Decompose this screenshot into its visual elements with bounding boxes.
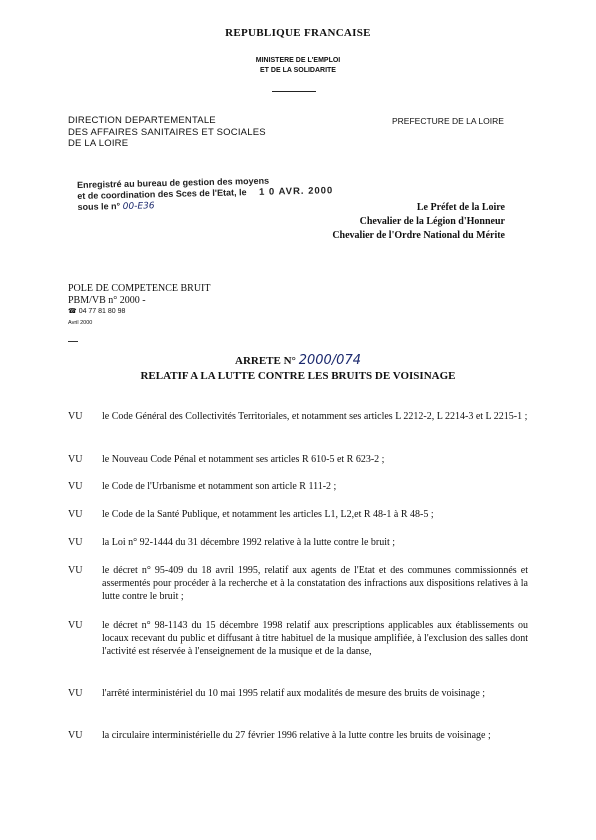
arrete-subtitle: RELATIF A LA LUTTE CONTRE LES BRUITS DE VOISINAGE: [140, 370, 456, 382]
ministry-line-1: MINISTERE DE L'EMPLOI: [255, 57, 341, 64]
prefect-block: [329, 201, 505, 243]
vu-text: l'arrêté interministériel du 10 mai 1995 relatif aux modalités de mesure des bruits de voisinage ;: [102, 688, 486, 699]
ministry-line-2: ET DE LA SOLIDARITE: [260, 66, 336, 74]
phone-icon: ☎: [68, 308, 77, 315]
vu-label: VU: [68, 565, 83, 576]
vu-text: le décret n° 95-409 du 18 avril 1995, relatif aux agents de l'Etat et des communes commissionnés et assermentés pour procéder à la recherche et à la constatation des infractions aux dispositions relatives à la lutte contre le bruit ;: [102, 565, 528, 603]
direction-block: [68, 115, 266, 150]
pole-reference: PBM/VB n° 2000 -: [68, 294, 146, 306]
vu-text: le Code Général des Collectivités Territoriales, et notamment ses articles L 2212-2, L 2214-3 et L 2215-1 ;: [102, 411, 528, 422]
direction-line-3: DE LA LOIRE: [68, 138, 129, 149]
vu-label: VU: [68, 411, 83, 422]
country-heading: REPUBLIQUE FRANCAISE: [225, 27, 371, 39]
vu-text: le Nouveau Code Pénal et notamment ses articles R 610-5 et R 623-2 ;: [102, 454, 385, 465]
arrete-prefix: ARRETE N°: [235, 355, 296, 367]
vu-clause: [68, 480, 528, 493]
arrete-title: [0, 353, 596, 384]
vu-clause: [68, 536, 528, 549]
stamp-line-1: Enregistré au bureau de gestion des moyens: [77, 175, 270, 190]
vu-clause: [68, 619, 528, 659]
vu-text: le Code de l'Urbanisme et notamment son article R 111-2 ;: [102, 481, 337, 492]
phone-number: 04 77 81 80 98: [78, 308, 126, 315]
prefect-title: Le Préfet de la Loire: [416, 202, 505, 213]
ministry-heading: [0, 56, 596, 75]
vu-label: VU: [68, 688, 83, 699]
arrete-number-handwritten: 2000/074: [298, 353, 361, 368]
stamp-number-prefix: sous le n°: [77, 201, 121, 212]
stamp-date: 1 0 AVR. 2000: [258, 185, 334, 198]
vu-clause: [68, 508, 528, 521]
pole-title: POLE DE COMPETENCE BRUIT: [68, 283, 211, 294]
vu-label: VU: [68, 730, 83, 741]
prefect-honor-1: Chevalier de la Légion d'Honneur: [359, 216, 505, 227]
vu-text: le Code de la Santé Publique, et notamment les articles L1, L2,et R 48-1 à R 48-5 ;: [102, 509, 434, 520]
header-divider: [272, 91, 316, 92]
vu-clause: [68, 453, 528, 466]
vu-label: VU: [68, 509, 83, 520]
vu-text: la Loi n° 92-1444 du 31 décembre 1992 relative à la lutte contre le bruit ;: [102, 537, 396, 548]
direction-line-1: DIRECTION DEPARTEMENTALE: [68, 115, 216, 126]
stamp-line-2-text: et de coordination des Sces de l'Etat, le: [77, 187, 247, 201]
prefecture-label: PREFECTURE DE LA LOIRE: [392, 116, 504, 126]
pole-divider: [68, 341, 78, 342]
stamp-number-handwritten: 00-E36: [122, 201, 155, 212]
vu-label: VU: [68, 454, 83, 465]
vu-clause: [68, 564, 528, 604]
arrete-number-line: [0, 353, 596, 369]
vu-label: VU: [68, 481, 83, 492]
vu-label: VU: [68, 537, 83, 548]
vu-label: VU: [68, 620, 83, 631]
pole-block: [68, 283, 211, 329]
prefect-honor-2: Chevalier de l'Ordre National du Mérite: [332, 230, 505, 241]
vu-clause: [68, 729, 528, 742]
vu-text: le décret n° 98-1143 du 15 décembre 1998 relatif aux prescriptions applicables aux établissements ou locaux recevant du public et diffusant à titre habituel de la musique amplifiée, à l'exclusion des salles dont l'activité est réservée à l'enseignement de la musique et de la danse,: [102, 620, 528, 658]
pole-phone: [68, 306, 211, 318]
pole-date: Avril 2000: [68, 319, 93, 326]
vu-text: la circulaire interministérielle du 27 février 1996 relative à la lutte contre les bruits de voisinage ;: [102, 730, 491, 741]
direction-line-2: DES AFFAIRES SANITAIRES ET SOCIALES: [68, 126, 266, 138]
registration-stamp: [77, 174, 334, 214]
vu-clause: [68, 687, 528, 700]
vu-clause: [68, 410, 528, 423]
